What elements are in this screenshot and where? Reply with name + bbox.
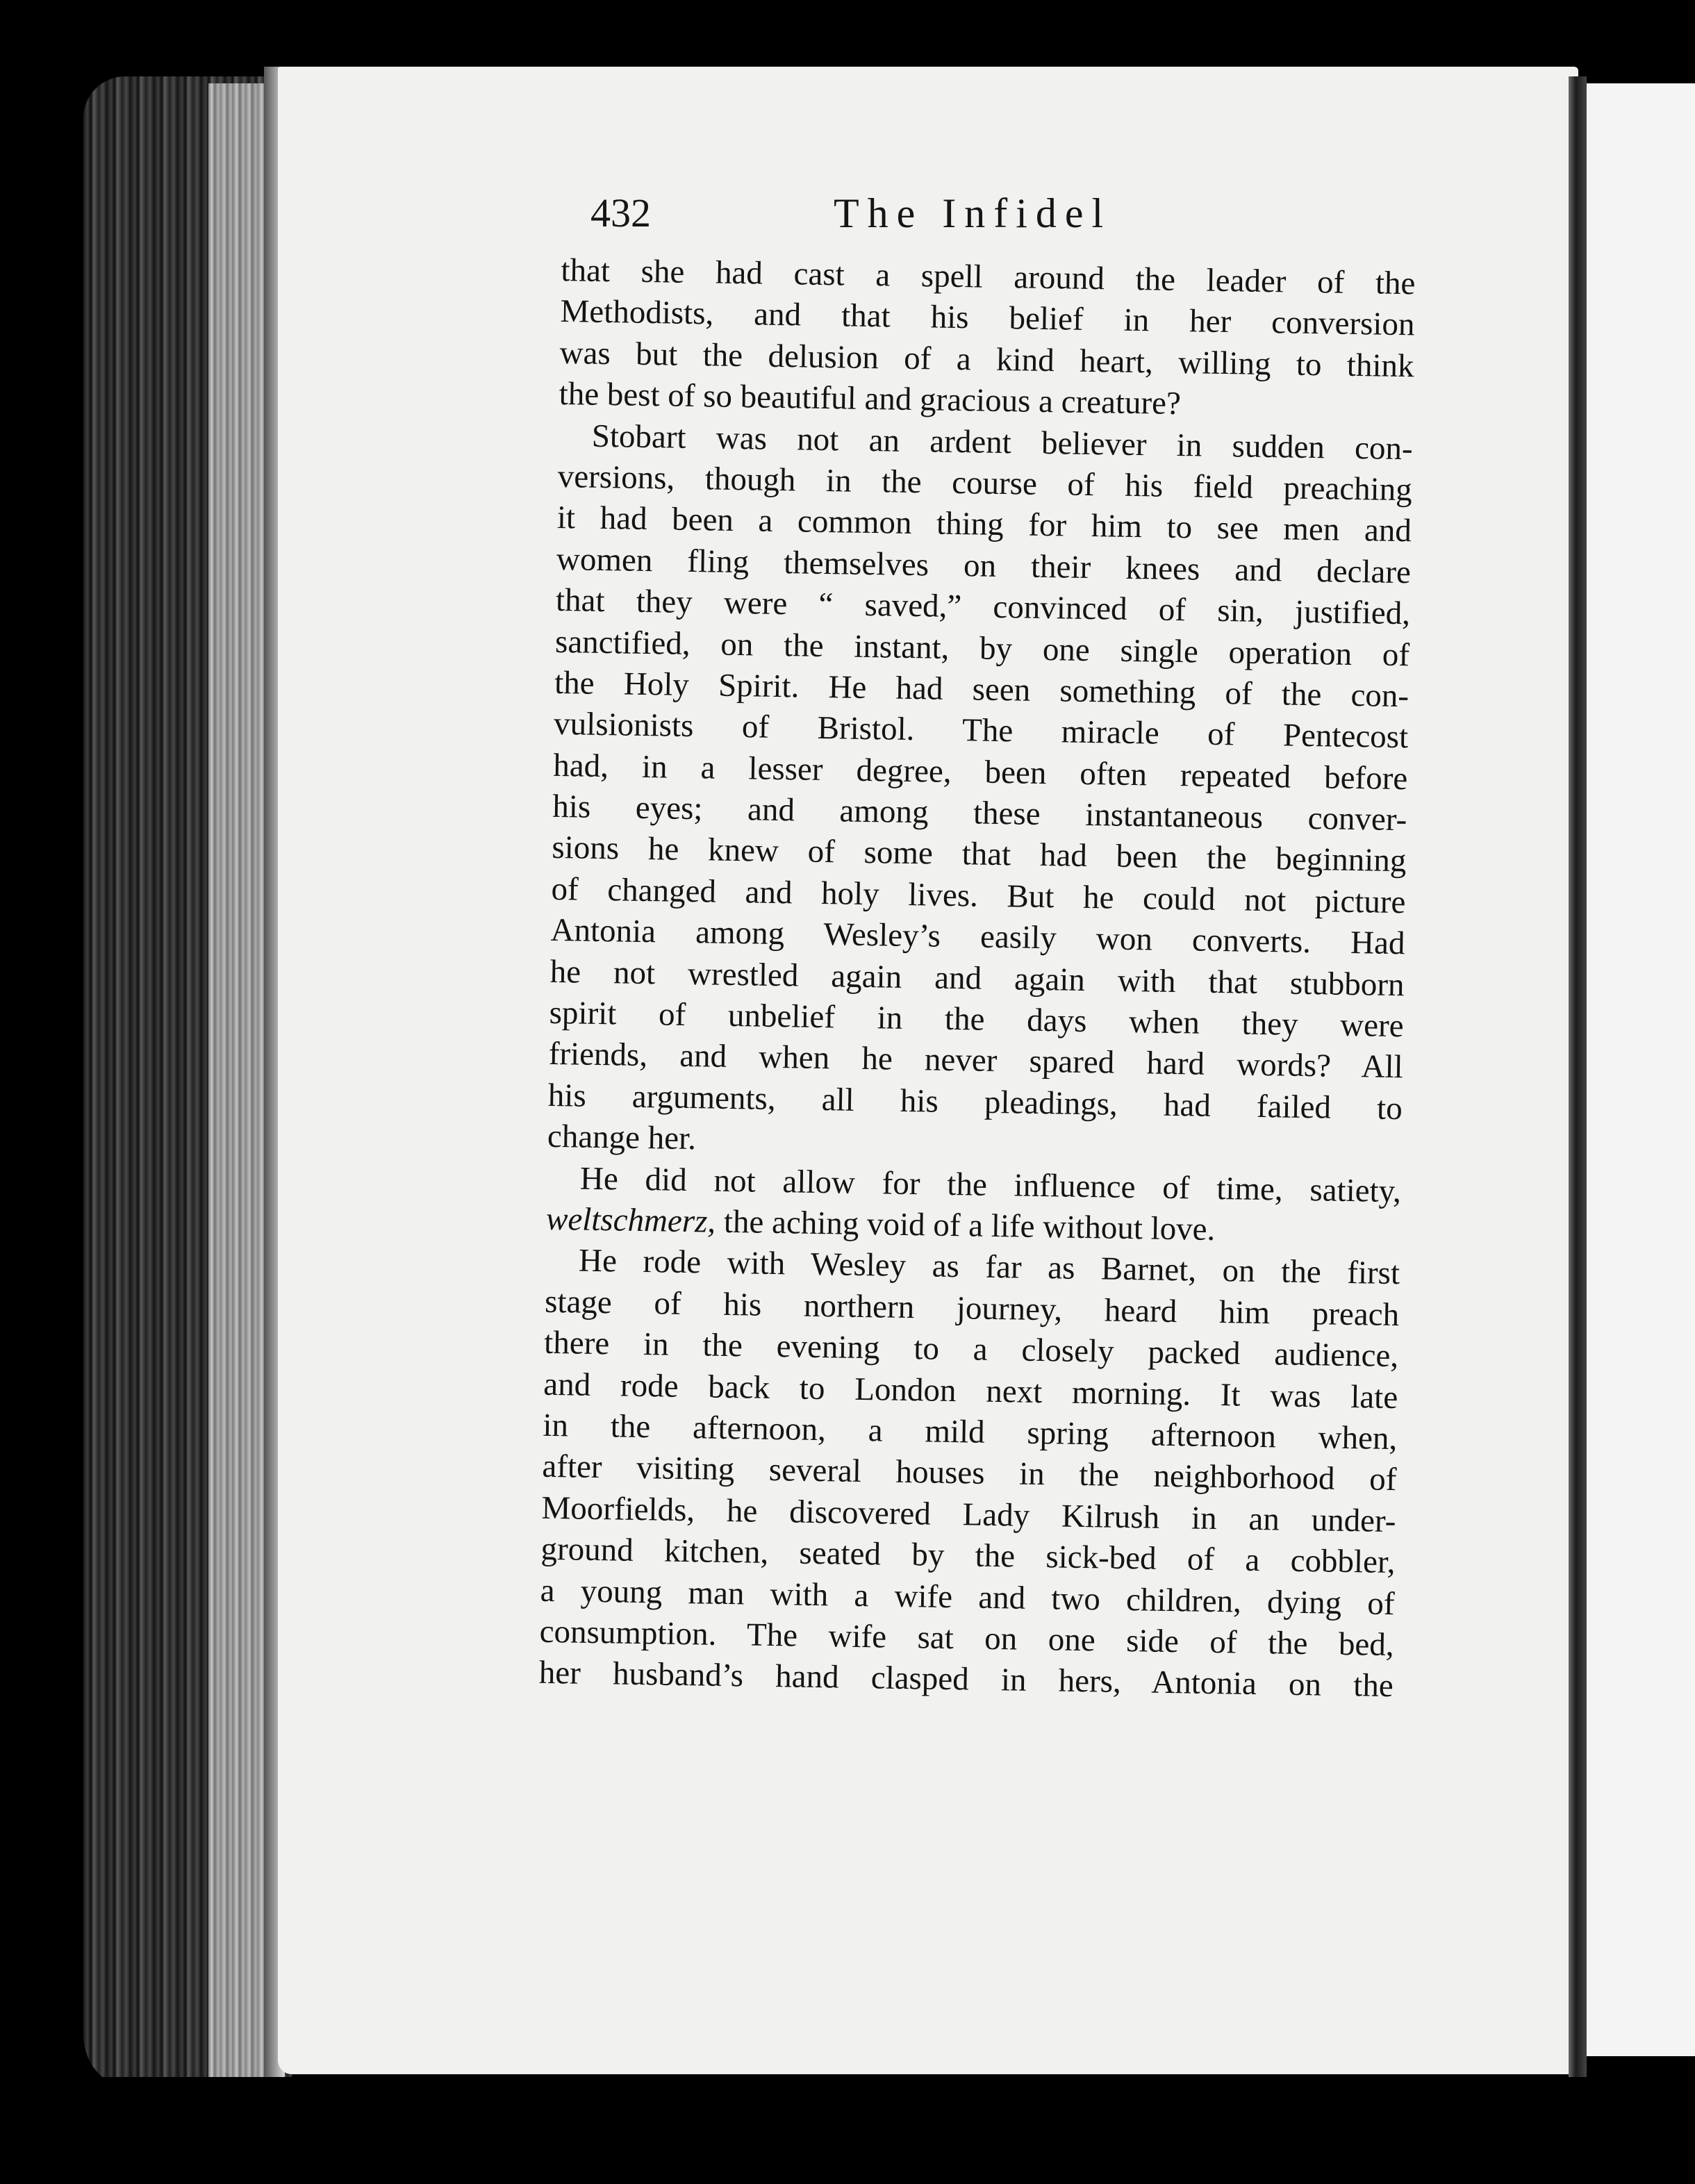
text-line: vulsionists of Bristol. The miracle of Pentecost — [553, 706, 1409, 756]
text-line: that she had cast a spell around the leader of the — [561, 251, 1416, 302]
text-line: in the afternoon, a mild spring afternoon when, — [543, 1407, 1398, 1457]
text-line: sanctified, on the instant, by one single operation of — [554, 623, 1410, 673]
text-line: versions, though in the course of his field preaching — [557, 458, 1413, 508]
text-line: Methodists, and that his belief in her conversion — [560, 293, 1415, 343]
text-line: and rode back to London next morning. It was late — [543, 1366, 1398, 1416]
text-line: her husband’s hand clasped in hers, Antonia on the — [538, 1655, 1394, 1705]
text-line: his arguments, all his pleadings, had failed to — [547, 1077, 1403, 1127]
text-line: was but the delusion of a kind heart, willing to think — [559, 334, 1414, 385]
text-line: ground kitchen, seated by the sick-bed of a cobbler, — [540, 1530, 1396, 1581]
body-text — [538, 250, 1415, 1707]
text-line: there in the evening to a closely packed audience, — [543, 1324, 1399, 1375]
text-line: after visiting several houses in the neighborhood of — [542, 1448, 1397, 1498]
text-line: of changed and holy lives. But he could not picture — [551, 870, 1406, 921]
text-line: Antonia among Wesley’s easily won converts. Had — [550, 912, 1405, 962]
page-edges — [208, 83, 271, 2077]
text-line: that they were “ saved,” convinced of sin, justified, — [555, 582, 1411, 632]
text-line-rest: the aching void of a life without love. — [715, 1203, 1216, 1248]
text-line: Moorfields, he discovered Lady Kilrush in an under- — [541, 1489, 1396, 1539]
running-header — [584, 182, 1403, 245]
text-line: it had been a common thing for him to see men and — [556, 499, 1412, 549]
text-line: friends, and when he never spared hard words? All — [548, 1036, 1404, 1086]
text-line: he not wrestled again and again with that stubborn — [549, 953, 1405, 1003]
text-line: Stobart was not an ardent believer in sudden con- — [591, 417, 1414, 467]
text-line: spirit of unbelief in the days when they were — [549, 994, 1405, 1045]
italic-word: weltschmerz, — [545, 1200, 716, 1240]
text-line: sions he knew of some that had been the beginning — [552, 829, 1407, 879]
text-line: his eyes; and among these instantaneous conver- — [552, 788, 1407, 838]
text-line: stage of his northern journey, heard him preach — [544, 1283, 1400, 1333]
facing-page-sliver — [1587, 83, 1695, 2056]
page-number: 432 — [590, 190, 651, 235]
text-line: consumption. The wife sat on one side of the bed, — [539, 1613, 1395, 1663]
text-line: the Holy Spirit. He had seen something of the con- — [554, 664, 1409, 715]
book-title: The Infidel — [834, 190, 1112, 236]
book-gutter — [1569, 76, 1587, 2077]
text-line: the best of so beautiful and gracious a creature? — [559, 376, 1182, 422]
text-line: He did not allow for the influence of time, satiety, — [579, 1160, 1402, 1209]
text-line: women fling themselves on their knees and declare — [556, 540, 1412, 590]
text-line: had, in a lesser degree, been often repeated before — [552, 747, 1408, 797]
text-line: change her. — [547, 1118, 697, 1157]
text-line: He rode with Wesley as far as Barnet, on the first — [578, 1242, 1400, 1292]
text-line: a young man with a wife and two children, dying of — [540, 1572, 1395, 1622]
scan-background — [0, 2077, 1695, 2184]
